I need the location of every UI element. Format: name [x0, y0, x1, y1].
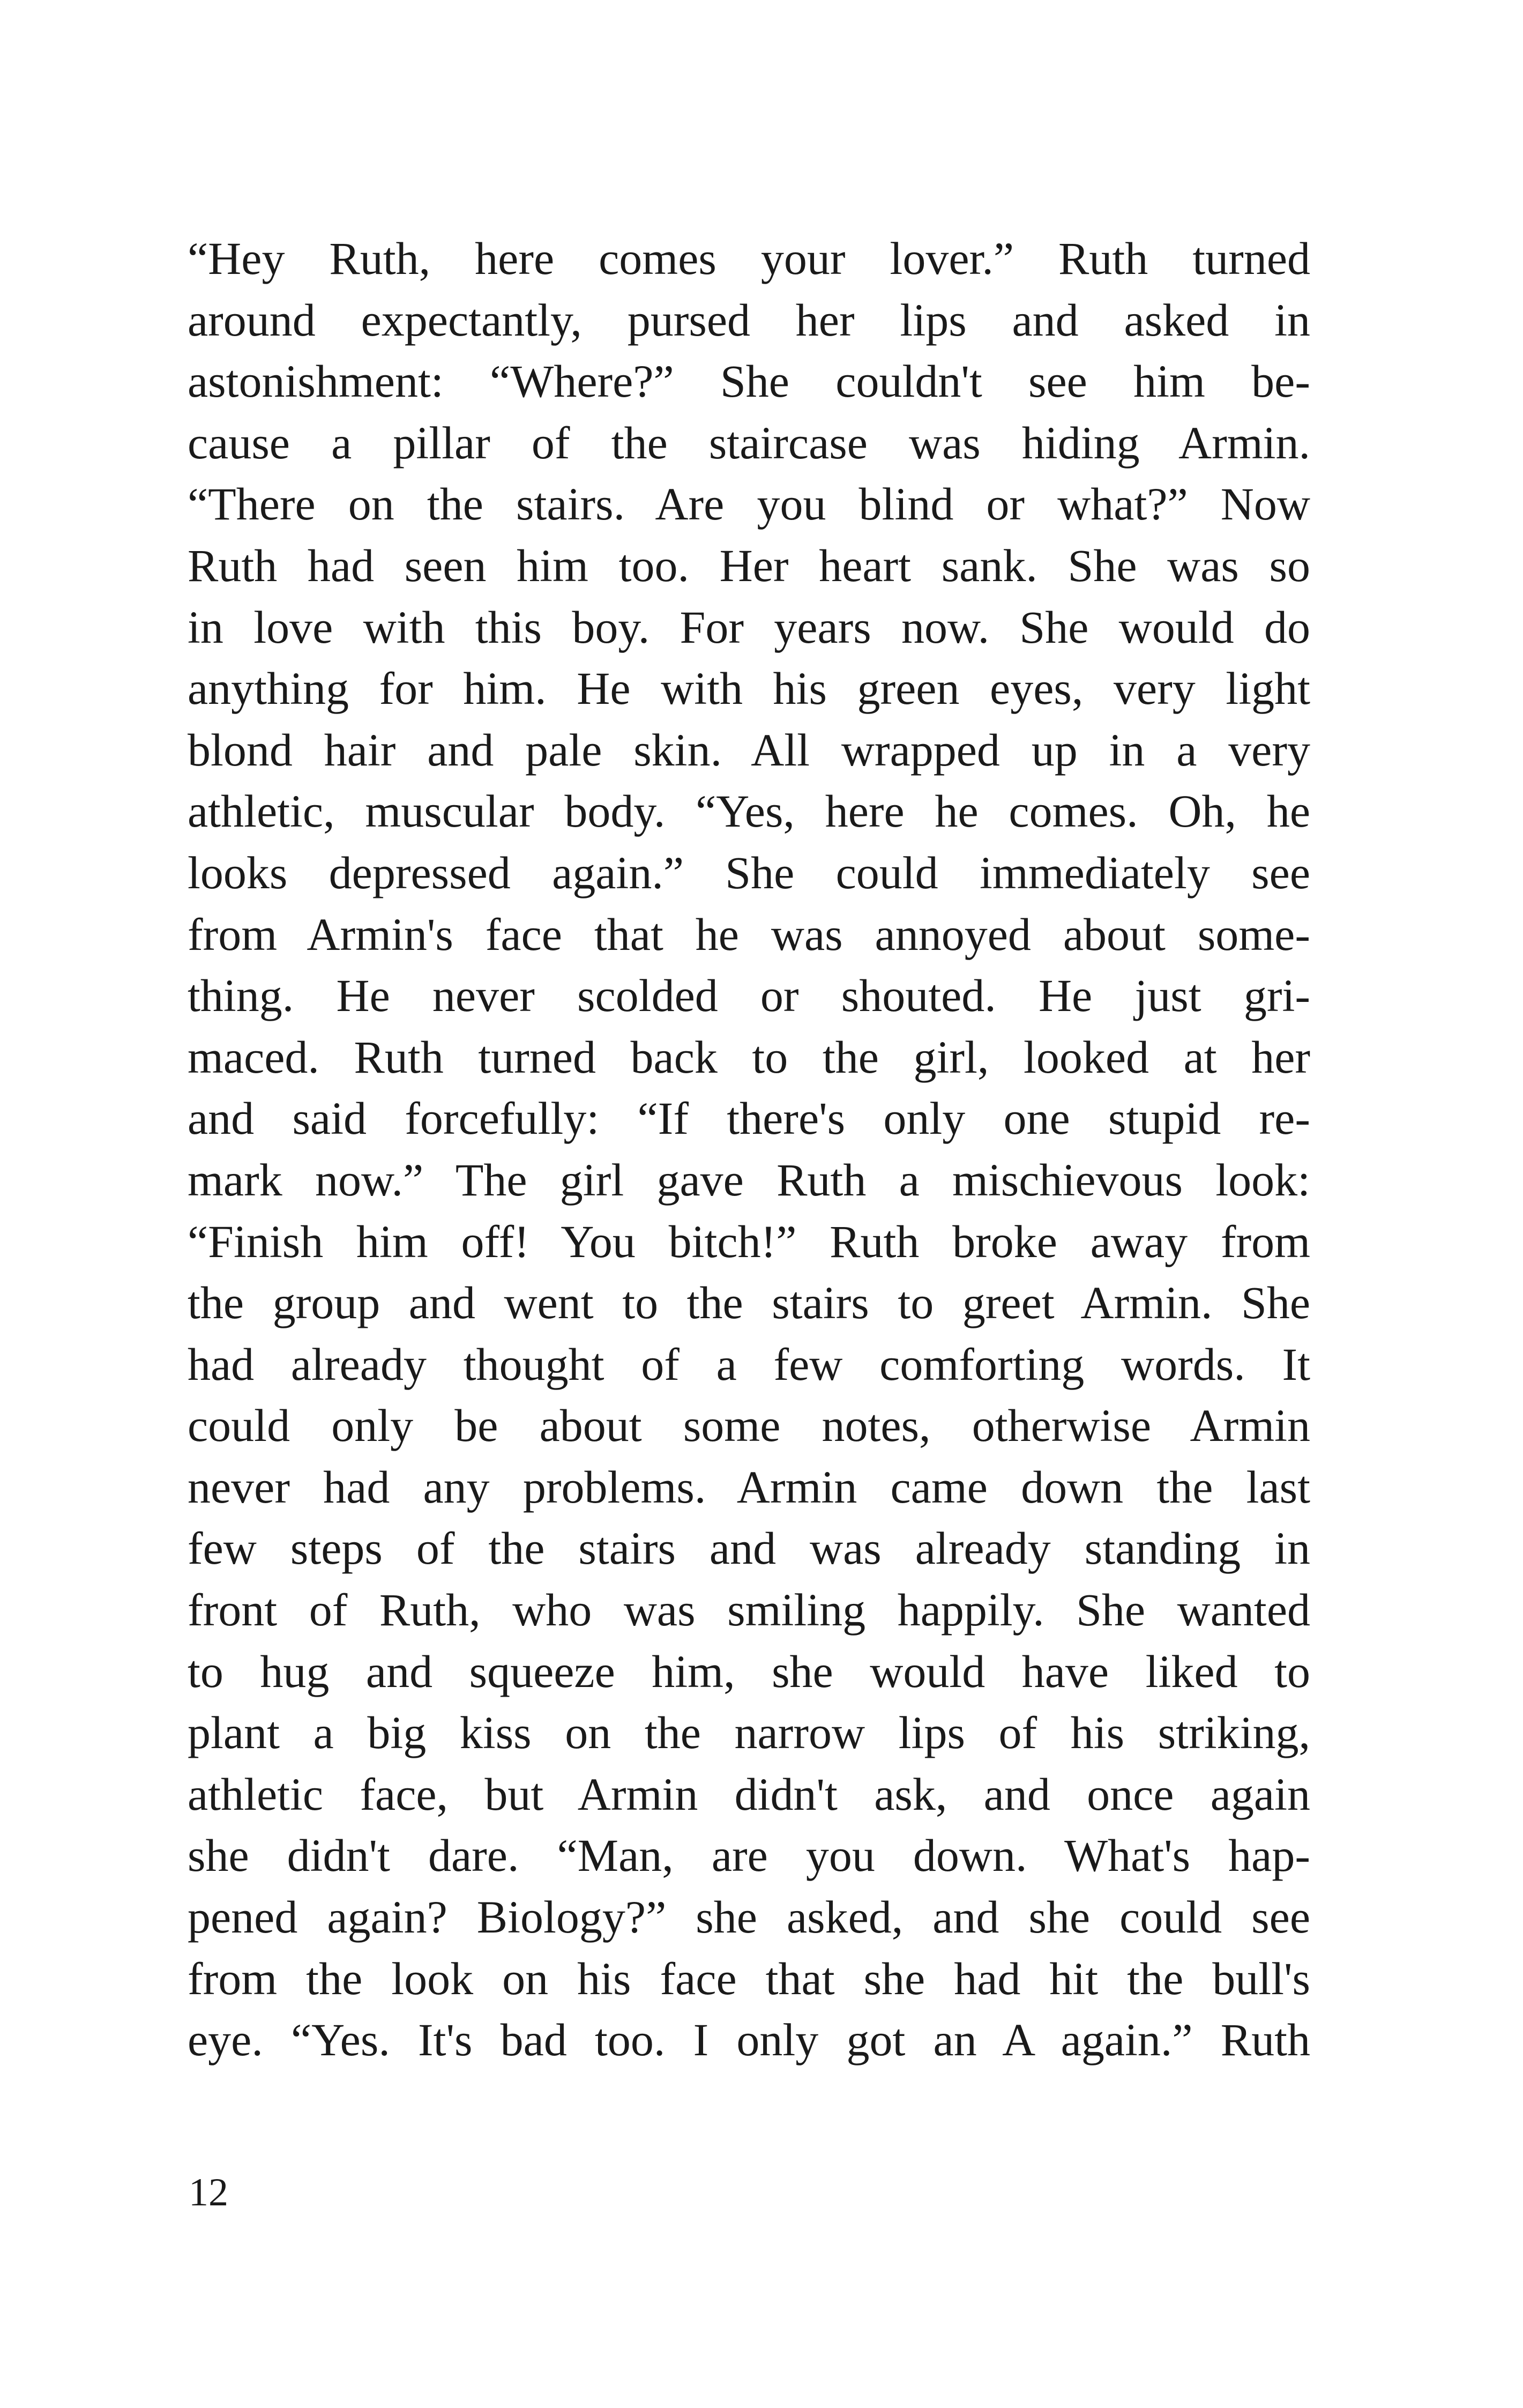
text-line: anything for him. He with his green eyes, very light: [188, 663, 1310, 715]
text-line: Ruth had seen him too. Her heart sank. She was so: [188, 539, 1310, 591]
text-line: maced. Ruth turned back to the girl, looked at her: [188, 1031, 1310, 1083]
body-text: [188, 228, 1310, 2071]
text-line: “There on the stairs. Are you blind or what?” Now: [188, 478, 1310, 530]
text-line: cause a pillar of the staircase was hiding Armin.: [188, 417, 1310, 469]
text-line: plant a big kiss on the narrow lips of his striking,: [188, 1707, 1310, 1759]
text-line: from Armin's face that he was annoyed about some-: [188, 908, 1310, 960]
text-line: to hug and squeeze him, she would have liked to: [188, 1645, 1310, 1697]
text-line: in love with this boy. For years now. She would do: [188, 601, 1310, 653]
text-line: pened again? Biology?” she asked, and she could see: [188, 1891, 1310, 1943]
text-line: from the look on his face that she had hit the bull's: [188, 1952, 1310, 2004]
text-line: front of Ruth, who was smiling happily. She wanted: [188, 1584, 1310, 1636]
page-number: 12: [189, 2171, 228, 2214]
text-line: mark now.” The girl gave Ruth a mischievous look:: [188, 1154, 1310, 1206]
text-line: eye. “Yes. It's bad too. I only got an A again.” Ruth: [188, 2014, 1310, 2066]
text-line: “Finish him off! You bitch!” Ruth broke away from: [188, 1215, 1310, 1267]
text-line: and said forcefully: “If there's only one stupid re-: [188, 1092, 1310, 1144]
text-line: had already thought of a few comforting words. It: [188, 1338, 1310, 1390]
text-line: athletic face, but Armin didn't ask, and once again: [188, 1768, 1310, 1820]
text-line: could only be about some notes, otherwise Armin: [188, 1400, 1310, 1452]
text-line: she didn't dare. “Man, are you down. What's hap-: [188, 1830, 1310, 1882]
text-line: few steps of the stairs and was already standing in: [188, 1522, 1310, 1574]
text-line: never had any problems. Armin came down the last: [188, 1461, 1310, 1513]
text-line: thing. He never scolded or shouted. He just gri-: [188, 970, 1310, 1022]
text-line: blond hair and pale skin. All wrapped up in a very: [188, 724, 1310, 776]
text-line: the group and went to the stairs to greet Armin. She: [188, 1277, 1310, 1329]
text-line: astonishment: “Where?” She couldn't see him be-: [188, 355, 1310, 407]
text-line: looks depressed again.” She could immediately see: [188, 846, 1310, 898]
text-line: around expectantly, pursed her lips and asked in: [188, 294, 1310, 346]
text-line: “Hey Ruth, here comes your lover.” Ruth turned: [188, 233, 1310, 284]
text-line: athletic, muscular body. “Yes, here he comes. Oh, he: [188, 785, 1310, 837]
